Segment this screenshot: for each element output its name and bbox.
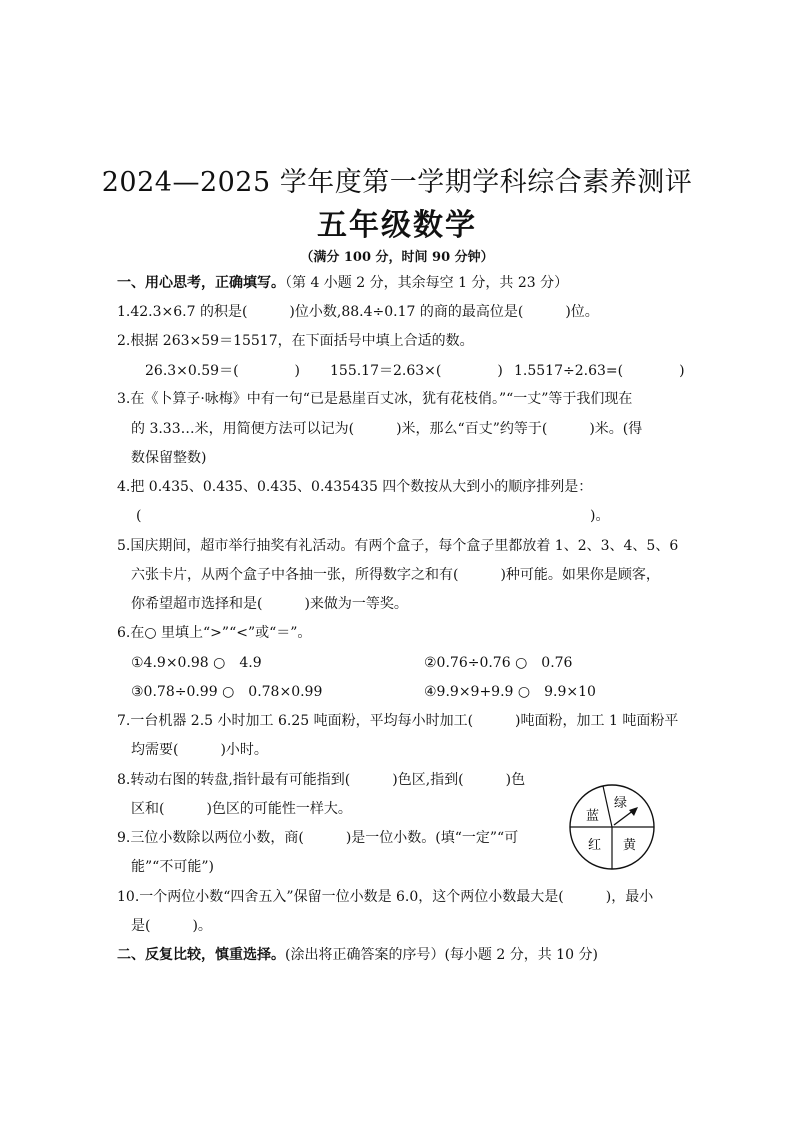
spinner-upper-divider [603, 786, 612, 827]
spinner-red-label: 红 [588, 838, 602, 853]
exam-info: （满分 100 分，时间 90 分钟） [300, 250, 494, 265]
question-3-line-2: 的 3.33…米，用简便方法可以记为( )米，那么“百丈”约等于( )米。(得 [131, 421, 643, 437]
question-10-line-1: 10.一个两位小数“四舍五入”保留一位小数是 6.0，这个两位小数最大是( )，最小 [117, 889, 654, 905]
spinner-yellow-label: 黄 [623, 838, 637, 853]
answer-bracket-open: ( [136, 508, 142, 524]
question-5-line-1: 5.国庆期间，超市举行抽奖有礼活动。有两个盒子，每个盒子里都放着 1、2、3、4、5、6 [117, 538, 679, 554]
question-6-item-1: ①4.9×0.98 ○ 4.9 [131, 655, 262, 671]
answer-bracket-close: )。 [590, 508, 610, 524]
question-5-line-2: 六张卡片，从两个盒子中各抽一张，所得数字之和有( )种可能。如果你是顾客， [131, 567, 660, 583]
question-5-line-3: 你希望超市选择和是( )来做为一等奖。 [131, 596, 408, 612]
question-9-line-2: 能”“不可能”) [131, 859, 214, 875]
spinner-green-label: 绿 [614, 796, 628, 811]
question-2c: 1.5517÷2.63=( ) [514, 363, 685, 379]
exam-subject: 五年级数学 [317, 208, 477, 243]
exam-title: 2024—2025 学年度第一学期学科综合素养测评 [101, 167, 693, 198]
question-3-line-3: 数保留整数) [131, 450, 207, 466]
section-1-heading: 一、用心思考，正确填写。 [117, 275, 285, 291]
question-1: 1.42.3×6.7 的积是( )位小数,88.4÷0.17 的商的最高位是( )位。 [117, 304, 599, 320]
section-1-header [117, 273, 568, 293]
question-7-line-2: 均需要( )小时。 [131, 742, 268, 758]
question-8-line-2: 区和( )色区的可能性一样大。 [131, 801, 352, 817]
section-2-note: (涂出将正确答案的序号）(每小题 2 分，共 10 分) [285, 947, 598, 963]
section-2-heading: 二、反复比较，慎重选择。 [117, 947, 285, 963]
spinner-blue-label: 蓝 [586, 809, 600, 824]
question-8-line-1: 8.转动右图的转盘,指针最有可能指到( )色区,指到( )色 [117, 772, 526, 788]
question-2b: 155.17＝2.63×( ) [330, 363, 503, 379]
spinner-pointer-arrow-icon [629, 807, 638, 816]
question-6: 6.在○ 里填上“>”“<”或“＝”。 [117, 625, 312, 641]
section-2-header [117, 945, 598, 965]
question-9-line-1: 9.三位小数除以两位小数，商( )是一位小数。(填“一定”“可 [117, 830, 519, 846]
question-4-line-1: 4.把 0.435̇、0.43̇5̇、0.4̇35̇、0.435435 四个数按从大到小的顺序排列是： [117, 479, 593, 495]
spinner-diagram [568, 783, 656, 871]
question-6-item-4: ④9.9×9+9.9 ○ 9.9×10 [424, 684, 596, 700]
section-1-note: （第 4 小题 2 分，其余每空 1 分，共 23 分） [285, 275, 569, 291]
question-2a: 26.3×0.59＝( ) [145, 363, 300, 379]
question-10-line-2: 是( )。 [131, 918, 212, 934]
question-6-item-3: ③0.78÷0.99 ○ 0.78×0.99 [131, 684, 323, 700]
question-7-line-1: 7.一台机器 2.5 小时加工 6.25 吨面粉，平均每小时加工( )吨面粉，加工 1 吨面粉平 [117, 713, 679, 729]
question-2: 2.根据 263×59＝15517，在下面括号中填上合适的数。 [117, 333, 474, 349]
question-3-line-1: 3.在《卜算子·咏梅》中有一句“已是悬崖百丈冰，犹有花枝俏。”“一丈”等于我们现在 [117, 391, 633, 407]
question-6-item-2: ②0.76÷0.76 ○ 0.76 [424, 655, 573, 671]
